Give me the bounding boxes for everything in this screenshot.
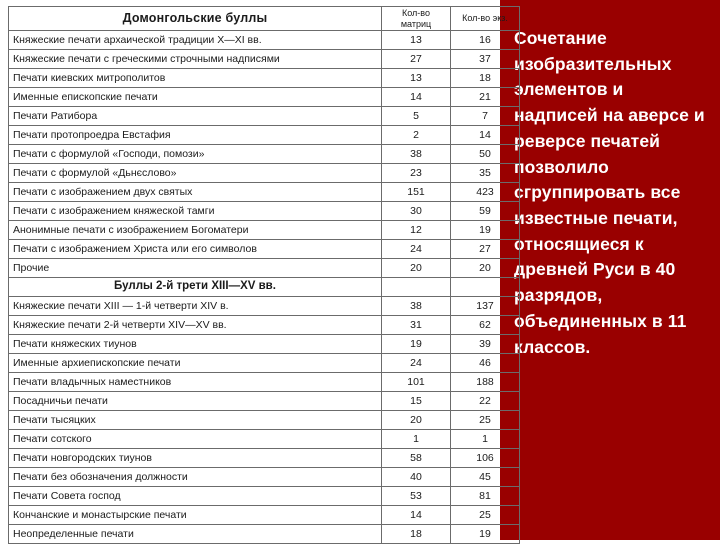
table-row: [9, 107, 520, 126]
table-row: [9, 145, 520, 164]
row-matrices: 101: [382, 373, 451, 392]
row-label: Печати с формулой «Господи, помози»: [9, 145, 382, 164]
table-row: [9, 316, 520, 335]
row-label: Печати сотского: [9, 430, 382, 449]
row-copies: 19: [451, 525, 520, 544]
row-label: Именные епископские печати: [9, 88, 382, 107]
table-row: [9, 126, 520, 145]
row-matrices: 14: [382, 506, 451, 525]
row-label: Посадничьи печати: [9, 392, 382, 411]
row-matrices: 38: [382, 145, 451, 164]
col-header-matrices: Кол-во матриц: [382, 7, 451, 31]
row-label: Княжеские печати архаической традиции X—XI вв.: [9, 31, 382, 50]
row-matrices: 20: [382, 259, 451, 278]
row-label: Печати Ратибора: [9, 107, 382, 126]
sidebar-text: Сочетание изобразительных элементов и надписей на аверсе и реверсе печатей позволило сгруппировать все известные печати, относящиеся к древней Руси в 40 разрядов, объединенных в 11 классов.: [514, 28, 710, 357]
row-copies: 25: [451, 506, 520, 525]
row-copies: 22: [451, 392, 520, 411]
row-matrices: 12: [382, 221, 451, 240]
row-label: Печати с изображением Христа или его символов: [9, 240, 382, 259]
row-copies: 18: [451, 69, 520, 88]
row-label: Печати с формулой «Дьнєслово»: [9, 164, 382, 183]
row-label: Печати тысяцких: [9, 411, 382, 430]
table-row: [9, 259, 520, 278]
row-matrices: 19: [382, 335, 451, 354]
table-row: [9, 449, 520, 468]
row-label: Неопределенные печати: [9, 525, 382, 544]
row-matrices: 24: [382, 240, 451, 259]
row-matrices: 27: [382, 50, 451, 69]
row-matrices: 14: [382, 88, 451, 107]
table-row: [9, 373, 520, 392]
row-copies: 106: [451, 449, 520, 468]
row-label: Печати владычных наместников: [9, 373, 382, 392]
table-row: [9, 468, 520, 487]
row-matrices: 38: [382, 297, 451, 316]
row-copies: 81: [451, 487, 520, 506]
row-matrices: 23: [382, 164, 451, 183]
row-copies: 14: [451, 126, 520, 145]
row-label: Анонимные печати с изображением Богоматери: [9, 221, 382, 240]
row-copies: 27: [451, 240, 520, 259]
row-matrices: 40: [382, 468, 451, 487]
row-copies: 137: [451, 297, 520, 316]
row-label: Печати без обозначения должности: [9, 468, 382, 487]
table-row: [9, 392, 520, 411]
row-label: Прочие: [9, 259, 382, 278]
table-row: [9, 240, 520, 259]
row-copies: 50: [451, 145, 520, 164]
sidebar-panel: [500, 0, 720, 540]
row-copies: 62: [451, 316, 520, 335]
row-copies: 45: [451, 468, 520, 487]
table-header-row: [9, 7, 520, 31]
row-copies: 21: [451, 88, 520, 107]
section-title: Буллы 2-й трети XIII—XV вв.: [9, 278, 382, 297]
row-copies: 20: [451, 259, 520, 278]
row-matrices: 20: [382, 411, 451, 430]
row-label: Печати с изображением двух святых: [9, 183, 382, 202]
row-label: Княжеские печати с греческими строчными надписями: [9, 50, 382, 69]
table-title-cell: Домонгольские буллы: [9, 7, 382, 31]
section-header-row: [9, 278, 520, 297]
row-copies: 46: [451, 354, 520, 373]
table-row: [9, 221, 520, 240]
table-row: [9, 430, 520, 449]
row-matrices: 53: [382, 487, 451, 506]
row-matrices: 13: [382, 69, 451, 88]
col-header-copies: Кол-во экз.: [451, 7, 520, 31]
section-spacer-copies: [451, 278, 520, 297]
row-copies: 7: [451, 107, 520, 126]
row-copies: 16: [451, 31, 520, 50]
row-label: Кончанские и монастырские печати: [9, 506, 382, 525]
row-label: Печати киевских митрополитов: [9, 69, 382, 88]
table-row: [9, 164, 520, 183]
row-copies: 35: [451, 164, 520, 183]
row-label: Печати Совета господ: [9, 487, 382, 506]
row-matrices: 15: [382, 392, 451, 411]
table-row: [9, 506, 520, 525]
row-matrices: 2: [382, 126, 451, 145]
row-copies: 59: [451, 202, 520, 221]
row-matrices: 13: [382, 31, 451, 50]
row-matrices: 1: [382, 430, 451, 449]
row-label: Печати княжеских тиунов: [9, 335, 382, 354]
table-row: [9, 31, 520, 50]
table-row: [9, 411, 520, 430]
row-label: Печати с изображением княжеской тамги: [9, 202, 382, 221]
table-row: [9, 88, 520, 107]
row-matrices: 31: [382, 316, 451, 335]
table-row: [9, 183, 520, 202]
row-label: Княжеские печати 2-й четверти XIV—XV вв.: [9, 316, 382, 335]
row-copies: 37: [451, 50, 520, 69]
row-matrices: 5: [382, 107, 451, 126]
table-row: [9, 487, 520, 506]
row-copies: 19: [451, 221, 520, 240]
row-copies: 1: [451, 430, 520, 449]
row-copies: 423: [451, 183, 520, 202]
table-row: [9, 297, 520, 316]
table-row: [9, 202, 520, 221]
row-matrices: 30: [382, 202, 451, 221]
row-matrices: 58: [382, 449, 451, 468]
row-copies: 39: [451, 335, 520, 354]
table-body: [9, 7, 520, 544]
row-label: Именные архиепископские печати: [9, 354, 382, 373]
row-copies: 188: [451, 373, 520, 392]
row-matrices: 151: [382, 183, 451, 202]
section-spacer-matrices: [382, 278, 451, 297]
table-row: [9, 335, 520, 354]
row-copies: 25: [451, 411, 520, 430]
table-row: [9, 354, 520, 373]
table-row: [9, 50, 520, 69]
row-matrices: 24: [382, 354, 451, 373]
row-label: Княжеские печати XIII — 1-й четверти XIV в.: [9, 297, 382, 316]
table-row: [9, 525, 520, 544]
row-label: Печати новгородских тиунов: [9, 449, 382, 468]
bulls-table: [8, 6, 520, 544]
row-matrices: 18: [382, 525, 451, 544]
row-label: Печати протопроедра Евстафия: [9, 126, 382, 145]
table-row: [9, 69, 520, 88]
